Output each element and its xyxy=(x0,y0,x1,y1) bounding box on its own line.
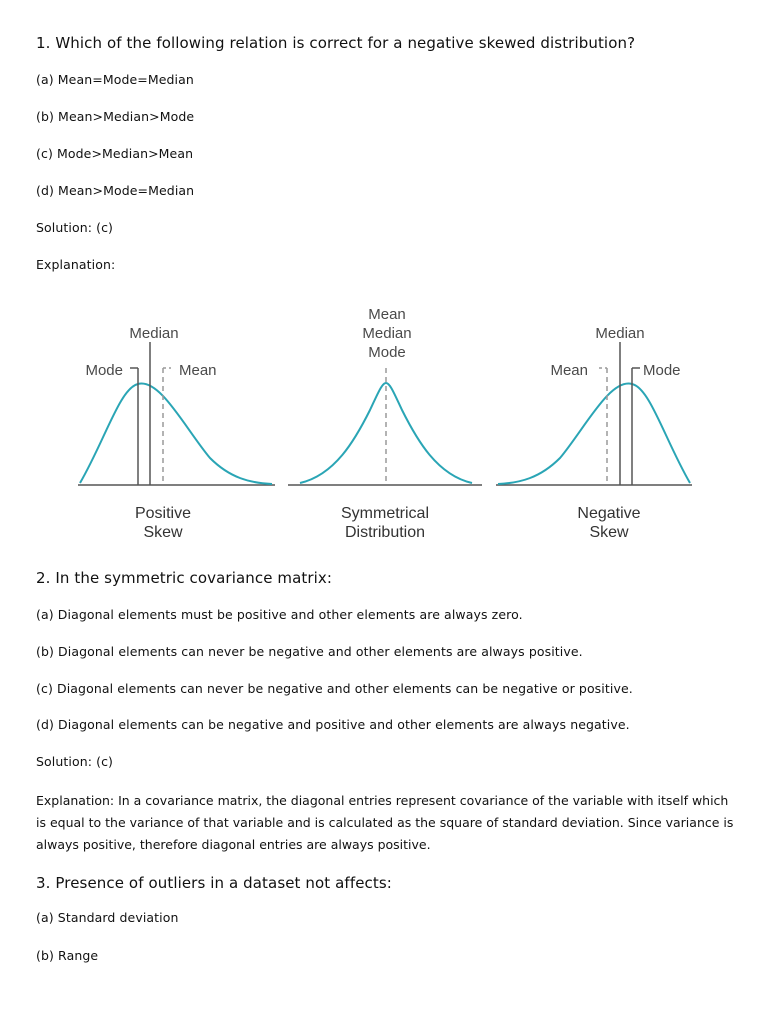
skewness-figure xyxy=(60,300,700,550)
question-3: 3. Presence of outliers in a dataset not affects: xyxy=(36,874,392,892)
q1-option-b: (b) Mean>Median>Mode xyxy=(36,109,195,124)
negative-skew-panel xyxy=(496,325,692,541)
q3-option-a: (a) Standard deviation xyxy=(36,910,179,925)
q2-solution: Solution: (c) xyxy=(36,754,114,769)
negative-caption-1: Negative xyxy=(577,505,641,522)
q2-explanation: Explanation: In a covariance matrix, the diagonal entries represent covariance of the variable with itself which is equal to the variance of that variable and is calculated as the square of standard deviation. Since variance is always positive, therefore diagonal entries are always positive. xyxy=(36,793,734,852)
symmetrical-panel xyxy=(288,306,482,541)
negative-mean-label: Mean xyxy=(550,362,588,379)
q2-option-a: (a) Diagonal elements must be positive and other elements are always zero. xyxy=(36,607,523,622)
question-2: 2. In the symmetric covariance matrix: xyxy=(36,569,333,587)
positive-median-label: Median xyxy=(129,325,179,342)
positive-skew-panel xyxy=(78,325,275,541)
negative-curve xyxy=(498,384,690,484)
q1-option-a: (a) Mean=Mode=Median xyxy=(36,72,194,87)
q1-explanation-label: Explanation: xyxy=(36,257,116,272)
symmetrical-caption-1: Symmetrical xyxy=(340,505,430,522)
positive-mean-label: Mean xyxy=(179,362,217,379)
q1-option-c: (c) Mode>Median>Mean xyxy=(36,146,194,161)
positive-caption-1: Positive xyxy=(134,505,192,522)
symmetrical-median-label: Median xyxy=(362,325,412,342)
negative-mode-label: Mode xyxy=(643,362,681,379)
positive-mode-label: Mode xyxy=(85,362,123,379)
symmetrical-mode-label: Mode xyxy=(368,344,406,361)
q2-option-c: (c) Diagonal elements can never be negative and other elements can be negative or positive. xyxy=(36,681,633,696)
q1-option-d: (d) Mean>Mode=Median xyxy=(36,183,195,198)
symmetrical-caption-2: Distribution xyxy=(344,524,426,541)
negative-caption-2: Skew xyxy=(589,524,629,541)
positive-curve xyxy=(80,384,272,484)
negative-median-label: Median xyxy=(595,325,645,342)
q2-option-b: (b) Diagonal elements can never be negative and other elements are always positive. xyxy=(36,644,583,659)
symmetrical-mean-label: Mean xyxy=(368,306,406,323)
q1-solution: Solution: (c) xyxy=(36,220,114,235)
q2-option-d: (d) Diagonal elements can be negative and positive and other elements are always negative. xyxy=(36,717,630,732)
q3-option-b: (b) Range xyxy=(36,948,99,963)
question-1: 1. Which of the following relation is correct for a negative skewed distribution? xyxy=(36,34,636,52)
positive-caption-2: Skew xyxy=(143,524,183,541)
